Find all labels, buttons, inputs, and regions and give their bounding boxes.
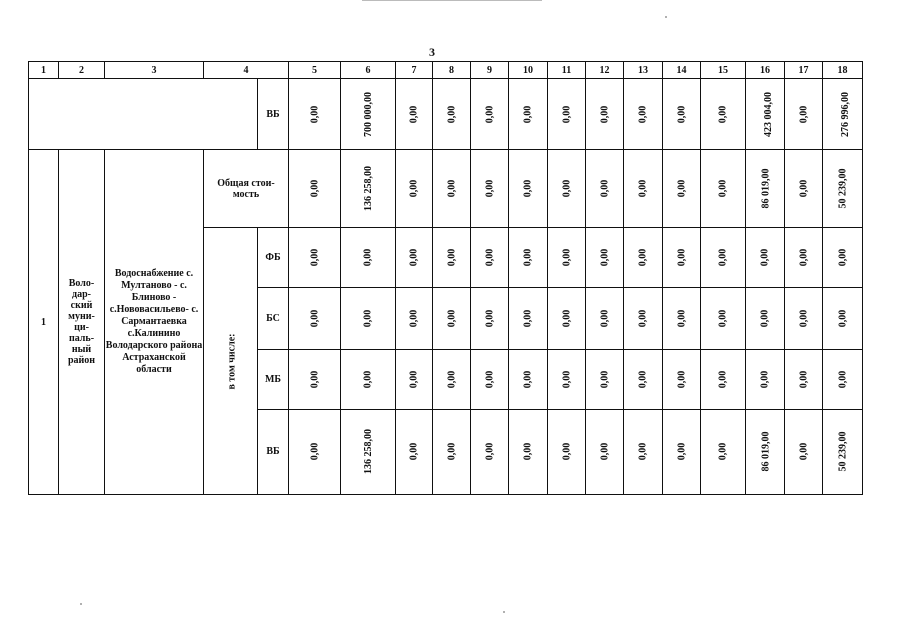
value-text: 0,00 [446,443,457,461]
page-number: 3 [429,45,435,59]
value-text: 0,00 [446,309,457,328]
value-text: 0,00 [717,249,729,267]
header-cell: 18 [823,62,863,79]
value-text: 136 258,00 [362,429,374,475]
value-cell [289,349,341,409]
value-cell [433,409,471,494]
value-cell [746,79,785,150]
value-text: 0,00 [599,309,610,328]
fund-cell: ФБ [258,228,289,288]
value-text: 0,00 [717,180,729,198]
scan-speck [80,603,82,605]
value-text: 0,00 [446,180,457,198]
value-text: 276 996,00 [840,91,851,137]
value-text: 0,00 [837,309,848,328]
value-cell [701,349,746,409]
total-cost-text: Общая стои- мость [217,177,275,200]
value-text: 0,00 [599,249,610,267]
value-text: 0,00 [798,309,809,328]
value-cell [433,288,471,349]
value-cell [471,409,509,494]
value-text: 0,00 [362,249,374,267]
value-cell [509,409,548,494]
value-text: 0,00 [522,309,534,328]
value-cell [701,150,746,228]
value-text: 0,00 [408,180,420,198]
empty-cell [29,79,258,150]
value-text: 0,00 [798,370,809,388]
value-cell [785,349,823,409]
header-cell: 12 [586,62,624,79]
value-text: 0,00 [484,370,495,388]
value-cell [823,349,863,409]
value-cell [509,349,548,409]
value-text: 0,00 [309,370,320,388]
value-cell [785,79,823,150]
value-text: 0,00 [561,180,572,198]
value-text: 0,00 [561,443,572,461]
including-text: в том числе: [226,333,238,390]
fund-cell: БС [258,288,289,349]
value-cell [341,349,396,409]
value-text: 0,00 [676,105,687,123]
header-cell: 5 [289,62,341,79]
value-cell [548,409,586,494]
value-text: 0,00 [637,105,649,123]
value-text: 0,00 [759,249,771,267]
header-cell: 11 [548,62,586,79]
value-cell [624,349,663,409]
value-cell [785,288,823,349]
value-cell [396,228,433,288]
value-text: 0,00 [408,249,420,267]
value-text: 0,00 [561,105,572,123]
value-text: 0,00 [637,180,649,198]
value-cell [433,79,471,150]
header-cell: 1 [29,62,59,79]
value-cell [289,409,341,494]
including-label [204,228,258,495]
value-cell [663,150,701,228]
value-text: 0,00 [522,443,534,461]
value-text: 0,00 [309,309,320,328]
value-cell [471,79,509,150]
value-text: 0,00 [837,249,848,267]
value-cell [586,228,624,288]
value-cell [396,79,433,150]
value-cell [746,150,785,228]
value-text: 0,00 [717,370,729,388]
value-cell [701,228,746,288]
value-cell [701,288,746,349]
value-text: 0,00 [717,105,729,123]
value-text: 0,00 [676,180,687,198]
value-cell [396,349,433,409]
value-cell [396,288,433,349]
value-text: 0,00 [717,443,729,461]
project-description: Водоснабжение с. Мултаново - с. Блиново - с.Нововасильево- с. Сармантаевка с.Калинино Володарского района Астраханской области [105,150,204,495]
value-cell [663,349,701,409]
value-text: 0,00 [446,370,457,388]
value-cell [785,228,823,288]
value-text: 0,00 [637,309,649,328]
value-text: 0,00 [362,309,374,328]
value-text: 0,00 [798,443,809,461]
value-text: 0,00 [759,370,771,388]
value-text: 0,00 [484,249,495,267]
value-cell [823,79,863,150]
value-cell [471,288,509,349]
value-text: 0,00 [309,249,320,267]
value-cell [823,288,863,349]
value-text: 50 239,00 [837,431,849,472]
value-text: 0,00 [522,180,534,198]
value-cell [624,79,663,150]
value-cell [509,288,548,349]
value-text: 0,00 [599,180,610,198]
value-text: 0,00 [717,309,729,328]
header-cell: 10 [509,62,548,79]
header-cell: 13 [624,62,663,79]
value-text: 0,00 [759,309,771,328]
header-cell: 6 [341,62,396,79]
value-text: 50 239,00 [837,168,849,209]
value-cell [548,150,586,228]
value-cell [548,349,586,409]
value-cell [341,409,396,494]
value-text: 0,00 [446,249,457,267]
value-text: 0,00 [362,370,374,388]
value-cell [746,409,785,494]
fund-cell: ВБ [258,79,289,150]
value-cell [548,228,586,288]
value-cell [746,288,785,349]
value-cell [746,349,785,409]
value-text: 0,00 [637,249,649,267]
value-cell [586,349,624,409]
header-cell: 15 [701,62,746,79]
value-cell [785,409,823,494]
value-text: 0,00 [484,443,495,461]
scan-top-line [362,0,542,1]
header-cell: 2 [59,62,105,79]
value-cell [341,228,396,288]
header-row [29,62,863,79]
header-cell: 4 [204,62,289,79]
header-cell: 3 [105,62,204,79]
carryover-row [29,79,863,150]
value-text: 0,00 [561,309,572,328]
value-text: 0,00 [309,443,320,461]
value-text: 136 258,00 [362,166,374,212]
value-text: 0,00 [561,249,572,267]
header-cell: 7 [396,62,433,79]
value-text: 0,00 [676,443,687,461]
value-cell [396,409,433,494]
value-cell [433,150,471,228]
value-cell [624,228,663,288]
value-text: 0,00 [798,105,809,123]
value-text: 0,00 [676,249,687,267]
value-text: 0,00 [637,370,649,388]
value-text: 0,00 [408,443,420,461]
value-cell [624,150,663,228]
value-cell [548,288,586,349]
district-text: Воло- дар- ский муни- ци- паль- ный район [67,278,96,367]
header-cell: 17 [785,62,823,79]
value-cell [509,150,548,228]
value-cell [471,228,509,288]
value-text: 0,00 [484,105,495,123]
scan-speck [503,611,505,613]
value-cell [548,79,586,150]
value-text: 0,00 [798,180,809,198]
value-cell [586,150,624,228]
value-text: 86 019,00 [760,168,772,209]
value-text: 0,00 [522,249,534,267]
value-cell [701,409,746,494]
value-cell [586,288,624,349]
value-text: 0,00 [798,249,809,267]
total-cost-label [204,150,289,228]
fund-cell: МБ [258,349,289,409]
value-text: 0,00 [837,370,848,388]
value-cell [823,409,863,494]
fund-cell: ВБ [258,409,289,494]
value-cell [341,150,396,228]
value-cell [433,349,471,409]
value-text: 0,00 [309,180,320,198]
value-cell [289,228,341,288]
value-text: 0,00 [599,443,610,461]
value-text: 0,00 [309,105,320,123]
value-text: 0,00 [637,443,649,461]
value-cell [509,228,548,288]
value-cell [785,150,823,228]
value-text: 0,00 [408,309,420,328]
value-cell [663,288,701,349]
header-cell: 9 [471,62,509,79]
value-text: 0,00 [484,309,495,328]
value-text: 700 000,00 [362,91,374,137]
value-cell [586,409,624,494]
value-cell [341,288,396,349]
value-cell [663,409,701,494]
value-text: 423 004,00 [763,91,774,137]
value-text: 0,00 [561,370,572,388]
value-cell [663,228,701,288]
value-text: 0,00 [599,370,610,388]
value-text: 0,00 [599,105,610,123]
value-cell [624,288,663,349]
header-cell: 8 [433,62,471,79]
value-cell [586,79,624,150]
value-text: 0,00 [408,105,420,123]
value-cell [663,79,701,150]
value-text: 0,00 [446,105,457,123]
value-cell [746,228,785,288]
value-cell [701,79,746,150]
value-cell [471,349,509,409]
value-text: 0,00 [522,370,534,388]
value-cell [433,228,471,288]
project-number: 1 [29,150,59,495]
value-cell [471,150,509,228]
value-cell [289,150,341,228]
header-cell: 16 [746,62,785,79]
value-text: 0,00 [676,370,687,388]
value-cell [289,288,341,349]
value-cell [624,409,663,494]
value-cell [396,150,433,228]
value-cell [509,79,548,150]
value-cell [823,228,863,288]
value-text: 0,00 [484,180,495,198]
budget-table [28,61,863,495]
header-cell: 14 [663,62,701,79]
total-row [29,150,863,228]
value-cell [289,79,341,150]
value-cell [823,150,863,228]
scan-speck [665,16,667,18]
district-cell [59,150,105,495]
value-text: 0,00 [408,370,420,388]
value-cell [341,79,396,150]
value-text: 0,00 [676,309,687,328]
value-text: 0,00 [522,105,534,123]
value-text: 86 019,00 [760,431,772,472]
